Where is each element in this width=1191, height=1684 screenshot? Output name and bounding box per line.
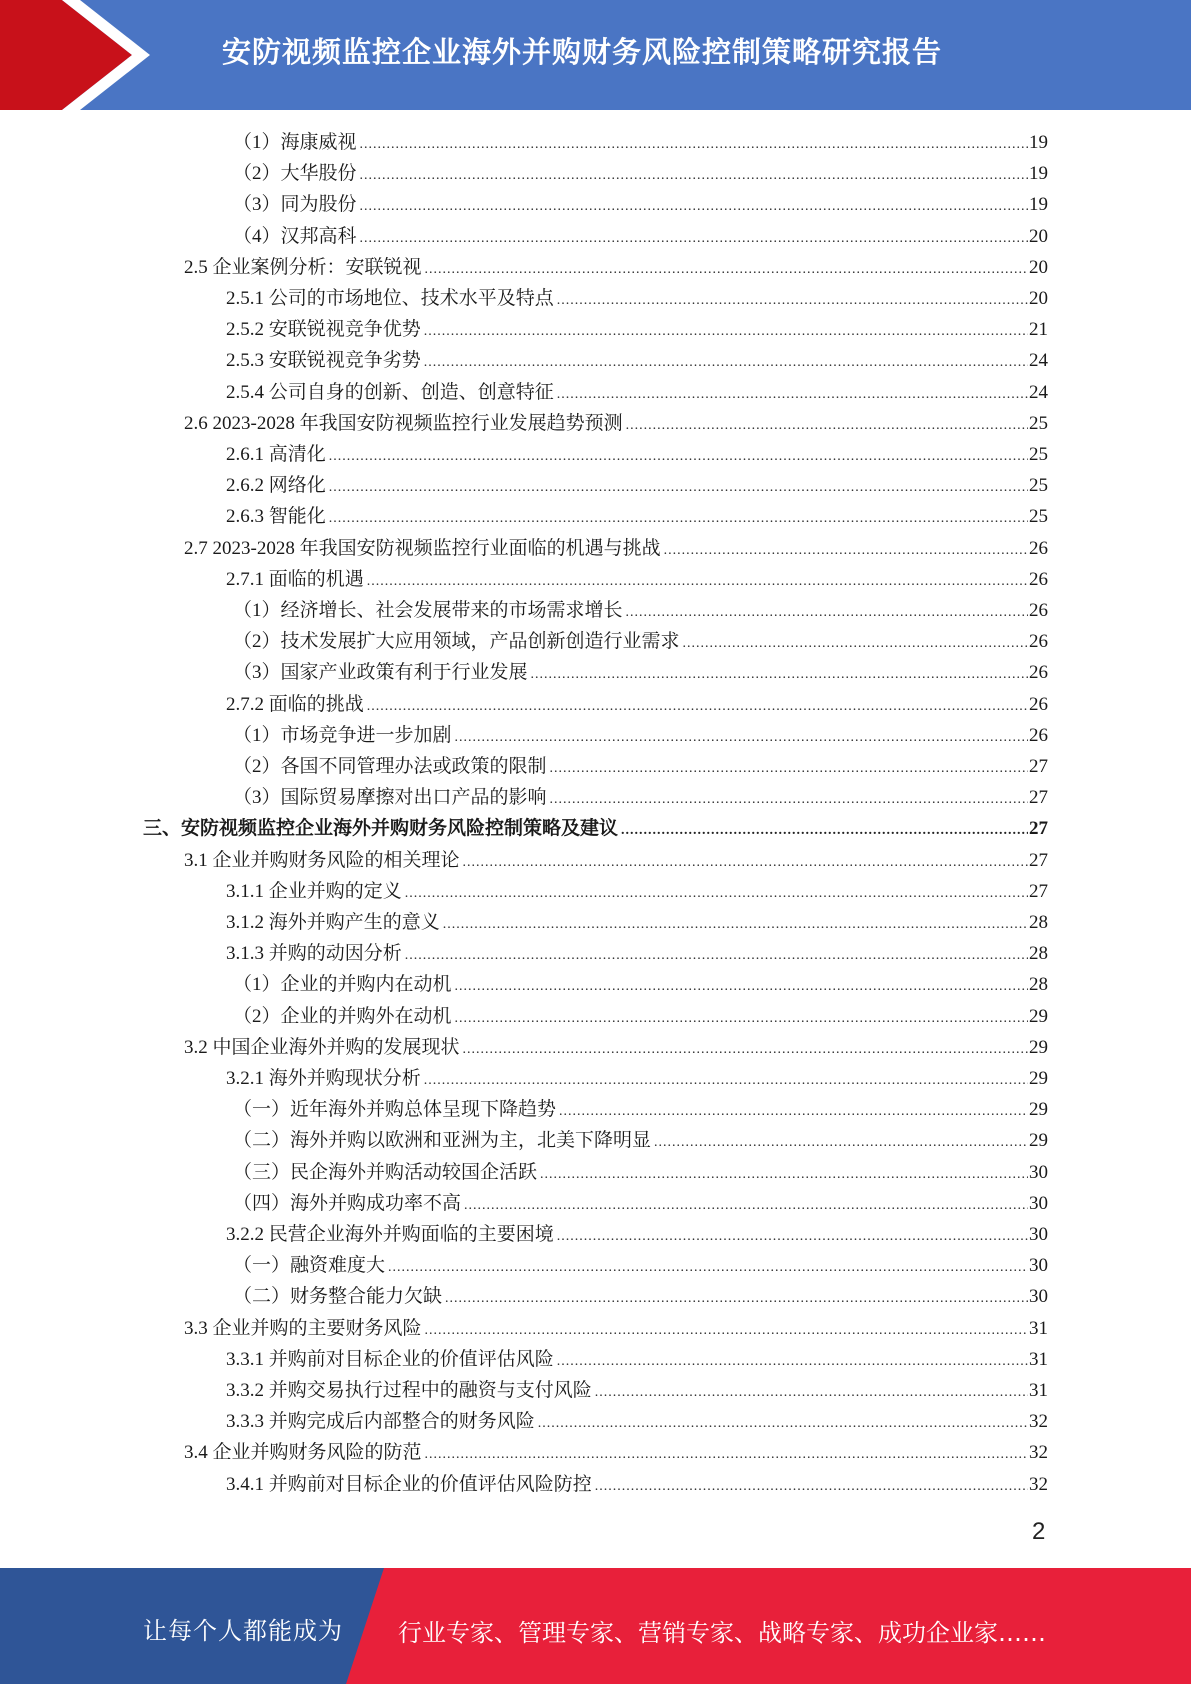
toc-dot-leader <box>550 784 1028 815</box>
toc-entry[interactable] <box>226 314 1048 345</box>
toc-entry-title: 3.3.2 并购交易执行过程中的融资与支付风险 <box>226 1380 592 1401</box>
toc-entry[interactable] <box>233 626 1048 657</box>
toc-dot-leader <box>445 1283 1028 1314</box>
header-arrow-decoration <box>0 0 150 110</box>
toc-dot-leader <box>595 1377 1028 1408</box>
toc-entry-title: 三、安防视频监控企业海外并购财务风险控制策略及建议 <box>143 818 619 840</box>
toc-entry-page: 19 <box>1029 194 1048 216</box>
toc-entry[interactable] <box>226 938 1048 969</box>
toc-entry[interactable] <box>226 1063 1048 1094</box>
toc-entry[interactable] <box>233 1001 1048 1032</box>
toc-entry[interactable] <box>226 1344 1048 1375</box>
toc-entry[interactable] <box>226 470 1048 501</box>
toc-entry-page: 29 <box>1029 1036 1048 1058</box>
toc-entry-title: 3.1.1 企业并购的定义 <box>226 880 402 902</box>
toc-entry-title: （一）近年海外并购总体呈现下降趋势 <box>233 1099 557 1121</box>
toc-entry-page: 30 <box>1029 1224 1048 1245</box>
toc-entry-page: 20 <box>1029 256 1048 278</box>
toc-entry[interactable] <box>233 1125 1048 1156</box>
toc-dot-leader <box>463 847 1028 878</box>
toc-entry-title: 3.2 中国企业海外并购的发展现状 <box>184 1036 460 1058</box>
toc-dot-leader <box>360 191 1028 222</box>
toc-entry-page: 31 <box>1029 1380 1048 1401</box>
toc-dot-leader <box>683 628 1028 659</box>
toc-entry-title: 3.3 企业并购的主要财务风险 <box>184 1317 422 1339</box>
toc-entry-page: 19 <box>1029 163 1048 185</box>
toc-entry[interactable] <box>184 408 1048 439</box>
toc-entry-page: 20 <box>1029 288 1048 309</box>
toc-entry-title: （2）各国不同管理办法或政策的限制 <box>233 756 547 777</box>
toc-dot-leader <box>550 753 1028 784</box>
toc-entry-title: 3.3.1 并购前对目标企业的价值评估风险 <box>226 1348 554 1370</box>
toc-entry-page: 32 <box>1029 1442 1048 1464</box>
toc-entry-page: 26 <box>1029 537 1048 559</box>
toc-entry-title: 3.1.2 海外并购产生的意义 <box>226 912 440 933</box>
toc-entry[interactable] <box>226 377 1048 408</box>
toc-entry-title: （2）企业的并购外在动机 <box>233 1005 452 1027</box>
toc-dot-leader <box>531 659 1028 690</box>
toc-entry-title: 3.4.1 并购前对目标企业的价值评估风险防控 <box>226 1473 592 1495</box>
toc-entry[interactable] <box>226 1375 1048 1406</box>
toc-entry[interactable] <box>233 221 1048 252</box>
toc-entry-page: 26 <box>1029 568 1048 590</box>
toc-entry-page: 27 <box>1029 818 1048 840</box>
toc-entry-page: 29 <box>1029 1099 1048 1121</box>
toc-entry-title: （四）海外并购成功率不高 <box>233 1192 462 1214</box>
toc-entry-page: 27 <box>1029 849 1048 871</box>
toc-dot-leader <box>557 1346 1028 1377</box>
toc-dot-leader <box>464 1190 1028 1221</box>
toc-dot-leader <box>329 441 1028 472</box>
toc-entry-page: 28 <box>1029 974 1048 996</box>
toc-entry-title: 2.7.1 面临的机遇 <box>226 568 364 590</box>
toc-entry-page: 30 <box>1029 1161 1048 1183</box>
toc-entry-page: 24 <box>1029 381 1048 403</box>
toc-entry-title: 3.2.2 民营企业海外并购面临的主要困境 <box>226 1224 554 1245</box>
toc-entry[interactable] <box>233 1094 1048 1125</box>
toc-entry-page: 25 <box>1029 444 1048 465</box>
toc-entry-page: 32 <box>1029 1411 1048 1433</box>
toc-entry-title: （1）海康威视 <box>233 132 357 153</box>
toc-entry-page: 26 <box>1029 724 1048 746</box>
toc-entry-title: （3）国家产业政策有利于行业发展 <box>233 662 528 684</box>
toc-entry[interactable] <box>233 1250 1048 1281</box>
toc-entry[interactable] <box>233 751 1048 782</box>
toc-dot-leader <box>664 535 1028 566</box>
toc-entry-title: 3.1 企业并购财务风险的相关理论 <box>184 849 460 871</box>
toc-entry[interactable] <box>184 252 1048 283</box>
toc-entry-title: 2.6.3 智能化 <box>226 506 326 528</box>
toc-dot-leader <box>360 160 1028 191</box>
toc-entry-page: 30 <box>1029 1255 1048 1277</box>
toc-entry-title: 3.3.3 并购完成后内部整合的财务风险 <box>226 1411 535 1433</box>
toc-dot-leader <box>424 1065 1028 1096</box>
toc-entry-title: （3）国际贸易摩擦对出口产品的影响 <box>233 787 547 809</box>
page-number: 2 <box>1032 1518 1046 1545</box>
toc-dot-leader <box>405 878 1028 909</box>
toc-entry-page: 30 <box>1029 1286 1048 1308</box>
toc-dot-leader <box>443 909 1028 940</box>
toc-entry-page: 27 <box>1029 880 1048 902</box>
toc-entry-page: 31 <box>1029 1348 1048 1370</box>
toc-entry-page: 29 <box>1029 1130 1048 1152</box>
toc-dot-leader <box>463 1034 1028 1065</box>
toc-dot-leader <box>538 1408 1028 1439</box>
toc-entry-page: 25 <box>1029 506 1048 528</box>
toc-entry[interactable] <box>233 1281 1048 1312</box>
toc-dot-leader <box>654 1127 1028 1158</box>
toc-entry[interactable] <box>184 1313 1048 1344</box>
toc-dot-leader <box>405 940 1028 971</box>
page-header <box>0 0 1191 110</box>
toc-entry[interactable] <box>233 969 1048 1000</box>
toc-entry-page: 32 <box>1029 1473 1048 1495</box>
toc-entry-title: 2.6 2023-2028 年我国安防视频监控行业发展趋势预测 <box>184 412 623 434</box>
toc-entry[interactable] <box>226 907 1048 938</box>
toc-entry[interactable] <box>226 1469 1048 1500</box>
toc-entry-title: （2）大华股份 <box>233 163 357 185</box>
toc-dot-leader <box>424 316 1028 347</box>
toc-entry-page: 31 <box>1029 1317 1048 1339</box>
toc-dot-leader <box>360 129 1028 160</box>
toc-entry[interactable] <box>233 158 1048 189</box>
toc-entry-title: （一）融资难度大 <box>233 1255 386 1277</box>
toc-entry[interactable] <box>184 1437 1048 1468</box>
toc-entry[interactable] <box>226 1406 1048 1437</box>
toc-dot-leader <box>329 503 1028 534</box>
toc-entry[interactable] <box>184 845 1048 876</box>
toc-entry-title: 2.5.3 安联锐视竞争劣势 <box>226 350 421 372</box>
toc-entry-page: 25 <box>1029 412 1048 434</box>
toc-entry[interactable] <box>226 283 1048 314</box>
footer-slogan-right: 行业专家、管理专家、营销专家、战略专家、成功企业家…… <box>398 1619 1046 1647</box>
toc-entry-title: 2.5.1 公司的市场地位、技术水平及特点 <box>226 288 554 309</box>
toc-dot-leader <box>626 410 1028 441</box>
toc-entry-title: （1）企业的并购内在动机 <box>233 974 452 996</box>
toc-dot-leader <box>557 379 1028 410</box>
toc-dot-leader <box>557 1221 1028 1252</box>
toc-dot-leader <box>455 722 1028 753</box>
toc-entry-title: （3）同为股份 <box>233 194 357 216</box>
toc-entry[interactable] <box>226 876 1048 907</box>
toc-entry[interactable] <box>226 345 1048 376</box>
toc-entry[interactable] <box>233 1157 1048 1188</box>
toc-dot-leader <box>425 1439 1028 1470</box>
toc-dot-leader <box>329 472 1028 503</box>
toc-dot-leader <box>455 971 1028 1002</box>
toc-entry[interactable] <box>226 439 1048 470</box>
toc-dot-leader <box>626 597 1028 628</box>
toc-entry-title: 3.2.1 海外并购现状分析 <box>226 1068 421 1089</box>
toc-dot-leader <box>367 691 1028 722</box>
page-footer <box>0 1568 1191 1684</box>
toc-entry-page: 26 <box>1029 662 1048 684</box>
toc-entry[interactable] <box>226 689 1048 720</box>
toc-entry[interactable] <box>226 1219 1048 1250</box>
toc-entry-page: 25 <box>1029 475 1048 497</box>
toc-entry-page: 28 <box>1029 912 1048 933</box>
toc-dot-leader <box>621 815 1028 846</box>
toc-entry-title: 3.1.3 并购的动因分析 <box>226 943 402 965</box>
toc-dot-leader <box>557 285 1028 316</box>
toc-entry-title: （1）市场竞争进一步加剧 <box>233 724 452 746</box>
toc-entry-page: 26 <box>1029 631 1048 653</box>
toc-entry-title: 2.6.2 网络化 <box>226 475 326 497</box>
toc-entry-page: 26 <box>1029 693 1048 715</box>
toc-entry[interactable] <box>184 533 1048 564</box>
toc-entry-page: 30 <box>1029 1192 1048 1214</box>
toc-entry[interactable] <box>233 189 1048 220</box>
toc-entry-page: 24 <box>1029 350 1048 372</box>
toc-entry[interactable] <box>233 1188 1048 1219</box>
toc-entry-page: 27 <box>1029 756 1048 777</box>
toc-entry-title: （二）财务整合能力欠缺 <box>233 1286 443 1308</box>
toc-entry[interactable] <box>233 595 1048 626</box>
toc-entry-title: （三）民企海外并购活动较国企活跃 <box>233 1161 538 1183</box>
toc-entry-page: 29 <box>1029 1005 1048 1027</box>
report-title: 安防视频监控企业海外并购财务风险控制策略研究报告 <box>222 35 943 69</box>
toc-dot-leader <box>367 566 1028 597</box>
toc-dot-leader <box>595 1471 1028 1502</box>
toc-entry-page: 29 <box>1029 1068 1048 1089</box>
toc-entry-page: 19 <box>1029 132 1048 153</box>
toc-entry[interactable] <box>233 720 1048 751</box>
toc-dot-leader <box>425 254 1028 285</box>
toc-dot-leader <box>360 223 1028 254</box>
toc-entry-page: 28 <box>1029 943 1048 965</box>
toc-entry-title: 2.7.2 面临的挑战 <box>226 693 364 715</box>
toc-entry-page: 21 <box>1029 319 1048 341</box>
toc-entry-title: 2.6.1 高清化 <box>226 444 326 465</box>
toc-entry-title: （2）技术发展扩大应用领域，产品创新创造行业需求 <box>233 631 680 653</box>
toc-entry-title: （4）汉邦高科 <box>233 225 357 247</box>
toc-entry-page: 27 <box>1029 787 1048 809</box>
toc-dot-leader <box>559 1096 1028 1127</box>
toc-dot-leader <box>455 1003 1028 1034</box>
toc-entry-title: 2.5.2 安联锐视竞争优势 <box>226 319 421 341</box>
toc-dot-leader <box>425 1315 1028 1346</box>
toc-entry[interactable] <box>233 127 1048 158</box>
toc-entry[interactable] <box>233 657 1048 688</box>
toc-entry-page: 20 <box>1029 225 1048 247</box>
toc-entry-title: 2.7 2023-2028 年我国安防视频监控行业面临的机遇与挑战 <box>184 537 661 559</box>
toc-entry-title: 2.5 企业案例分析：安联锐视 <box>184 256 422 278</box>
toc-entry[interactable] <box>143 813 1048 844</box>
toc-entry[interactable] <box>226 501 1048 532</box>
toc-entry-page: 26 <box>1029 600 1048 621</box>
toc-entry[interactable] <box>226 564 1048 595</box>
toc-entry-title: 2.5.4 公司自身的创新、创造、创意特征 <box>226 381 554 403</box>
toc-dot-leader <box>388 1252 1028 1283</box>
toc-entry-title: （1）经济增长、社会发展带来的市场需求增长 <box>233 600 623 621</box>
toc-dot-leader <box>424 347 1028 378</box>
toc-entry-title: 3.4 企业并购财务风险的防范 <box>184 1442 422 1464</box>
toc-entry[interactable] <box>184 1032 1048 1063</box>
toc-entry-title: （二）海外并购以欧洲和亚洲为主，北美下降明显 <box>233 1130 652 1152</box>
toc-dot-leader <box>540 1159 1028 1190</box>
toc-entry[interactable] <box>233 782 1048 813</box>
footer-slogan-left: 让每个人都能成为 <box>143 1617 343 1645</box>
